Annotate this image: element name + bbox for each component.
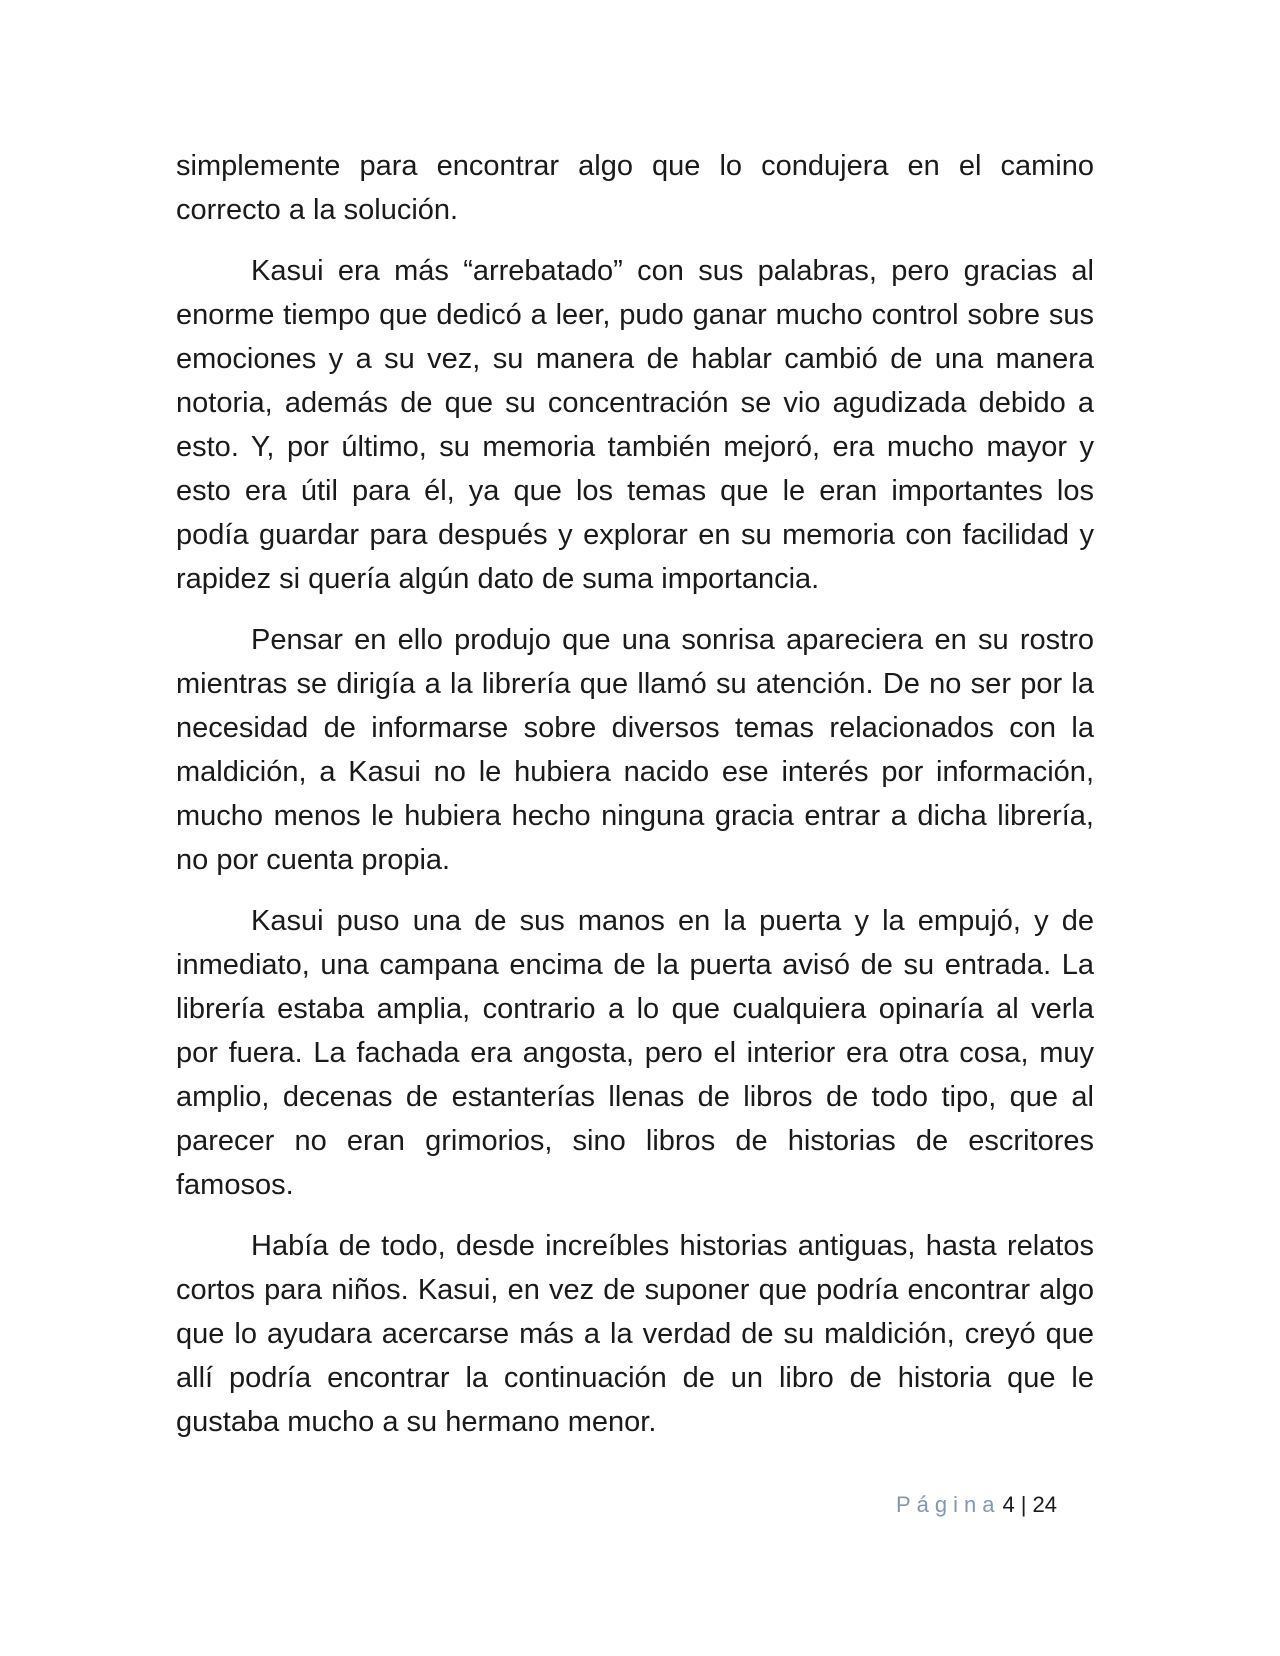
paragraph-5: Había de todo, desde increíbles historias antiguas, hasta relatos cortos para niños. Kasui, en vez de suponer que podría encontrar algo que lo ayudara acercarse más a la verdad de su maldición, creyó que allí podría encontrar la continuación de un libro de historia que le gustaba mucho a su hermano menor. <box>176 1230 1094 1438</box>
page-label: Página <box>896 1492 1001 1517</box>
page-separator: | <box>1020 1492 1027 1517</box>
body-text <box>176 144 1094 1461</box>
total-pages: 24 <box>1032 1492 1057 1517</box>
paragraph-4: Kasui puso una de sus manos en la puerta y la empujó, y de inmediato, una campana encima de la puerta avisó de su entrada. La librería estaba amplia, contrario a lo que cualquiera opinaría al verla por fuera. La fachada era angosta, pero el interior era otra cosa, muy amplio, decenas de estanterías llenas de libros de todo tipo, que al parecer no eran grimorios, sino libros de historias de escritores famosos. <box>176 905 1094 1201</box>
page-footer <box>896 1490 1086 1520</box>
paragraph-1: simplemente para encontrar algo que lo condujera en el camino correcto a la solución. <box>176 150 1094 226</box>
paragraph-3: Pensar en ello produjo que una sonrisa apareciera en su rostro mientras se dirigía a la librería que llamó su atención. De no ser por la necesidad de informarse sobre diversos temas relacionados con la maldición, a Kasui no le hubiera nacido ese interés por información, mucho menos le hubiera hecho ninguna gracia entrar a dicha librería, no por cuenta propia. <box>176 624 1094 876</box>
page-number: 4 <box>1002 1492 1015 1517</box>
paragraph-2: Kasui era más “arrebatado” con sus palabras, pero gracias al enorme tiempo que dedicó a leer, pudo ganar mucho control sobre sus emociones y a su vez, su manera de hablar cambió de una manera notoria, además de que su concentración se vio agudizada debido a esto. Y, por último, su memoria también mejoró, era mucho mayor y esto era útil para él, ya que los temas que le eran importantes los podía guardar para después y explorar en su memoria con facilidad y rapidez si quería algún dato de suma importancia. <box>176 255 1094 595</box>
